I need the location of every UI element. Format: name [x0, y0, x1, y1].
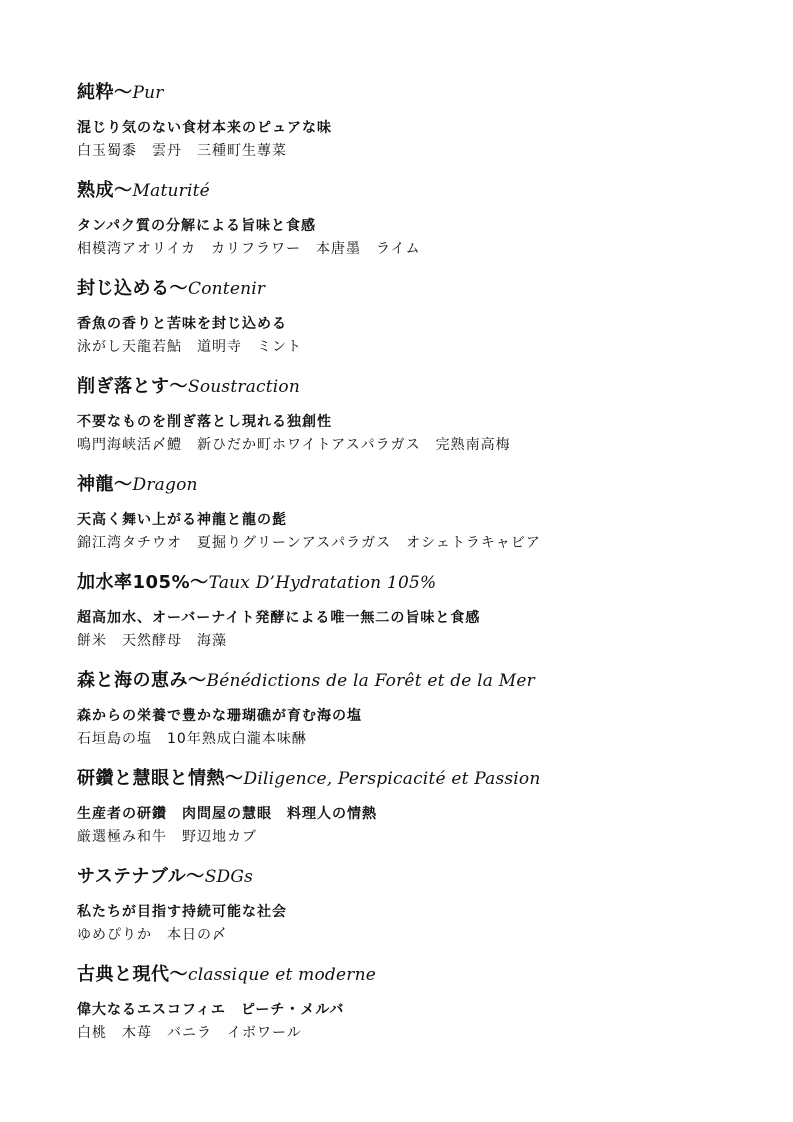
- course-title: [77, 469, 767, 499]
- course-9: [77, 861, 767, 959]
- course-ingredients: 鳴門海峡活〆鱧 新ひだか町ホワイトアスパラガス 完熟南高梅: [77, 437, 511, 453]
- course-ingredients: 白玉蜀黍 雲丹 三種町生蓴菜: [77, 143, 287, 159]
- course-title: [77, 273, 767, 303]
- course-4: [77, 371, 767, 469]
- course-7: [77, 665, 767, 763]
- course-title-japanese: 研鑽と慧眼と情熱〜: [77, 768, 244, 789]
- course-description: 偉大なるエスコフィエ ピーチ・メルバ: [77, 1002, 345, 1018]
- course-title: [77, 665, 767, 695]
- course-title-japanese: 神龍〜: [77, 474, 133, 495]
- course-3: [77, 273, 767, 371]
- course-1: [77, 77, 767, 175]
- course-title-japanese: 熟成〜: [77, 180, 133, 201]
- course-description: 私たちが目指す持続可能な社会: [77, 904, 287, 920]
- course-description: 生産者の研鑽 肉問屋の慧眼 料理人の情熱: [77, 806, 377, 822]
- course-ingredients: 白桃 木苺 バニラ イボワール: [77, 1025, 302, 1041]
- course-ingredients: 厳選極み和牛 野辺地カブ: [77, 829, 257, 845]
- course-6: [77, 567, 767, 665]
- course-8: [77, 763, 767, 861]
- course-title: [77, 567, 767, 597]
- course-title-french: Taux D’Hydratation 105%: [208, 573, 437, 593]
- course-ingredients: 相模湾アオリイカ カリフラワー 本唐墨 ライム: [77, 241, 421, 257]
- course-description: 不要なものを削ぎ落とし現れる独創性: [77, 414, 332, 430]
- course-title: [77, 175, 767, 205]
- course-ingredients: 石垣島の塩 10年熟成白瀧本味醂: [77, 731, 307, 747]
- course-title: [77, 861, 767, 891]
- course-ingredients: 錦江湾タチウオ 夏掘りグリーンアスパラガス オシェトラキャビア: [77, 535, 541, 551]
- course-title-french: Dragon: [132, 475, 198, 495]
- course-title-french: Bénédictions de la Forêt et de la Mer: [206, 671, 535, 691]
- course-title-french: Pur: [132, 83, 164, 103]
- course-title-french: Maturité: [132, 181, 210, 201]
- course-title: [77, 959, 767, 989]
- course-title: [77, 371, 767, 401]
- course-2: [77, 175, 767, 273]
- course-title-french: SDGs: [204, 867, 254, 887]
- course-ingredients: 泳がし天龍若鮎 道明寺 ミント: [77, 339, 302, 355]
- course-title-japanese: 封じ込める〜: [77, 278, 188, 299]
- course-title-japanese: 古典と現代〜: [77, 964, 188, 985]
- course-title-french: classique et moderne: [188, 965, 377, 985]
- course-title-japanese: サステナブル〜: [77, 866, 205, 887]
- course-description: タンパク質の分解による旨味と食感: [77, 218, 317, 234]
- course-title-french: Diligence, Perspicacité et Passion: [243, 769, 541, 789]
- course-description: 森からの栄養で豊かな珊瑚礁が育む海の塩: [77, 708, 362, 724]
- course-ingredients: ゆめぴりか 本日の〆: [77, 927, 227, 943]
- course-title-french: Soustraction: [188, 377, 301, 397]
- course-ingredients: 餅米 天然酵母 海藻: [77, 633, 227, 649]
- course-title-japanese: 森と海の恵み〜: [77, 670, 207, 691]
- course-title: [77, 763, 767, 793]
- course-title-french: Contenir: [188, 279, 266, 299]
- tasting-menu: [77, 77, 767, 1057]
- course-description: 超高加水、オーバーナイト発酵による唯一無二の旨味と食感: [77, 610, 481, 626]
- course-10: [77, 959, 767, 1057]
- course-title-japanese: 純粋〜: [77, 82, 133, 103]
- course-title-japanese: 削ぎ落とす〜: [77, 376, 188, 397]
- course-title-japanese: 加水率105%〜: [77, 572, 209, 593]
- course-description: 混じり気のない食材本来のピュアな味: [77, 120, 332, 136]
- course-title: [77, 77, 767, 107]
- course-description: 香魚の香りと苦味を封じ込める: [77, 316, 287, 332]
- course-description: 天高く舞い上がる神龍と龍の髭: [77, 512, 287, 528]
- course-5: [77, 469, 767, 567]
